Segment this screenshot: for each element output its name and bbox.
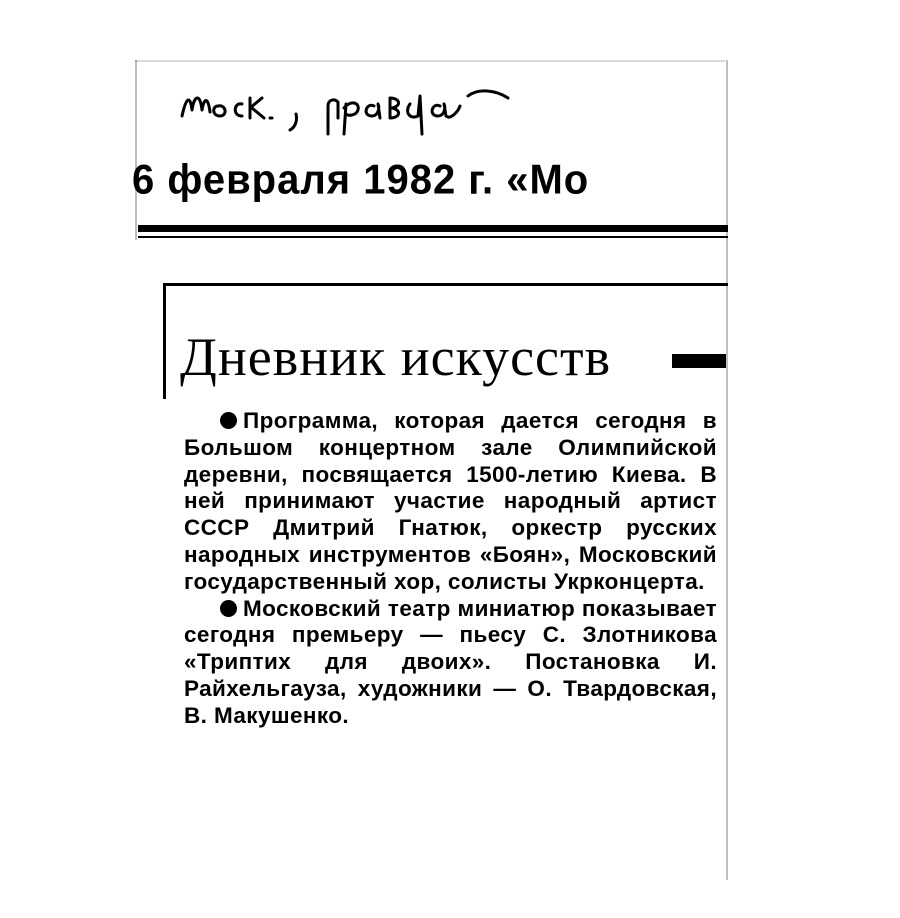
- bullet-icon: [220, 600, 237, 617]
- heading-decorative-bar: [672, 354, 726, 368]
- column-box-left-border: [163, 283, 166, 399]
- paragraph-text: Московский театр миниатюр показывает сегодня премьеру — пьесу С. Злотникова «Триптих для двоих». Постановка И. Райхельгауза, художники — О. Твардовская, В. Макушенко.: [184, 595, 717, 728]
- paragraph-text: Программа, которая дается сегодня в Большом концертном зале Олимпийской деревни, посвящается 1500-летию Киева. В ней принимают участие народный артист СССР Дмитрий Гнатюк, оркестр русских народных инструментов «Боян», Московский государственный хор, солисты Укрконцерта.: [184, 408, 717, 594]
- bullet-icon: [220, 412, 237, 429]
- handwritten-note-drawing: [178, 76, 538, 146]
- article-paragraph: [184, 408, 717, 596]
- handwritten-note: [178, 76, 538, 146]
- newspaper-dateline: 6 февраля 1982 г. «Мо: [132, 156, 590, 204]
- masthead-rule-thick: [138, 225, 728, 232]
- article-heading: Дневник искусств: [180, 327, 612, 387]
- article-paragraph: [184, 596, 717, 730]
- masthead-rule-thin: [138, 236, 728, 238]
- article-body: [184, 408, 717, 730]
- column-box-top-border: [165, 283, 728, 286]
- clipping-edge-top: [135, 60, 725, 62]
